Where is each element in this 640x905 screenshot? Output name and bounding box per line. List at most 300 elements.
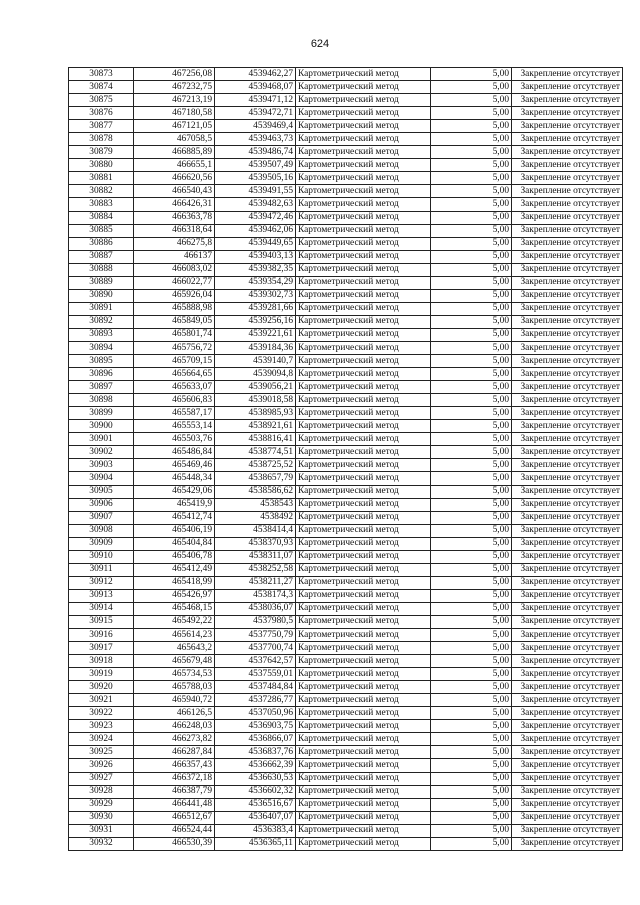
point-number-cell: 30882	[69, 185, 134, 198]
x-coordinate-cell: 466885,89	[134, 146, 215, 159]
method-cell: Картометрический метод	[296, 668, 431, 681]
method-cell: Картометрический метод	[296, 720, 431, 733]
point-number-cell: 30906	[69, 498, 134, 511]
x-coordinate-cell: 466387,79	[134, 785, 215, 798]
precision-cell: 5,00	[431, 394, 512, 407]
y-coordinate-cell: 4537642,57	[215, 655, 296, 668]
point-number-cell: 30889	[69, 276, 134, 289]
precision-cell: 5,00	[431, 550, 512, 563]
fixation-cell: Закрепление отсутствует	[512, 68, 623, 81]
x-coordinate-cell: 465940,72	[134, 694, 215, 707]
precision-cell: 5,00	[431, 668, 512, 681]
y-coordinate-cell: 4536837,76	[215, 746, 296, 759]
fixation-cell: Закрепление отсутствует	[512, 355, 623, 368]
y-coordinate-cell: 4539449,65	[215, 237, 296, 250]
y-coordinate-cell: 4539486,74	[215, 146, 296, 159]
table-row	[69, 224, 623, 237]
point-number-cell: 30909	[69, 537, 134, 550]
table-row	[69, 798, 623, 811]
precision-cell: 5,00	[431, 381, 512, 394]
table-row	[69, 81, 623, 94]
table-row	[69, 694, 623, 707]
y-coordinate-cell: 4538985,93	[215, 407, 296, 420]
method-cell: Картометрический метод	[296, 733, 431, 746]
y-coordinate-cell: 4536516,67	[215, 798, 296, 811]
table-row	[69, 328, 623, 341]
precision-cell: 5,00	[431, 185, 512, 198]
fixation-cell: Закрепление отсутствует	[512, 550, 623, 563]
x-coordinate-cell: 466248,03	[134, 720, 215, 733]
table-row	[69, 746, 623, 759]
y-coordinate-cell: 4537980,5	[215, 615, 296, 628]
x-coordinate-cell: 467058,5	[134, 133, 215, 146]
table-row	[69, 263, 623, 276]
x-coordinate-cell: 465664,65	[134, 368, 215, 381]
x-coordinate-cell: 466372,18	[134, 772, 215, 785]
precision-cell: 5,00	[431, 629, 512, 642]
precision-cell: 5,00	[431, 811, 512, 824]
fixation-cell: Закрепление отсутствует	[512, 185, 623, 198]
precision-cell: 5,00	[431, 276, 512, 289]
point-number-cell: 30898	[69, 394, 134, 407]
y-coordinate-cell: 4538211,27	[215, 576, 296, 589]
y-coordinate-cell: 4538921,61	[215, 420, 296, 433]
table-row	[69, 355, 623, 368]
precision-cell: 5,00	[431, 681, 512, 694]
point-number-cell: 30928	[69, 785, 134, 798]
x-coordinate-cell: 465587,17	[134, 407, 215, 420]
method-cell: Картометрический метод	[296, 629, 431, 642]
fixation-cell: Закрепление отсутствует	[512, 837, 623, 850]
table-row	[69, 146, 623, 159]
table-row	[69, 433, 623, 446]
fixation-cell: Закрепление отсутствует	[512, 485, 623, 498]
method-cell: Картометрический метод	[296, 576, 431, 589]
precision-cell: 5,00	[431, 250, 512, 263]
y-coordinate-cell: 4537050,96	[215, 707, 296, 720]
method-cell: Картометрический метод	[296, 224, 431, 237]
point-number-cell: 30901	[69, 433, 134, 446]
method-cell: Картометрический метод	[296, 446, 431, 459]
fixation-cell: Закрепление отсутствует	[512, 146, 623, 159]
point-number-cell: 30910	[69, 550, 134, 563]
y-coordinate-cell: 4539403,13	[215, 250, 296, 263]
point-number-cell: 30887	[69, 250, 134, 263]
fixation-cell: Закрепление отсутствует	[512, 107, 623, 120]
method-cell: Картометрический метод	[296, 81, 431, 94]
y-coordinate-cell: 4539472,71	[215, 107, 296, 120]
method-cell: Картометрический метод	[296, 420, 431, 433]
y-coordinate-cell: 4538492	[215, 511, 296, 524]
precision-cell: 5,00	[431, 133, 512, 146]
fixation-cell: Закрепление отсутствует	[512, 668, 623, 681]
fixation-cell: Закрепление отсутствует	[512, 759, 623, 772]
y-coordinate-cell: 4539482,63	[215, 198, 296, 211]
x-coordinate-cell: 467121,05	[134, 120, 215, 133]
method-cell: Картометрический метод	[296, 315, 431, 328]
x-coordinate-cell: 465419,9	[134, 498, 215, 511]
fixation-cell: Закрепление отсутствует	[512, 642, 623, 655]
x-coordinate-cell: 465448,34	[134, 472, 215, 485]
point-number-cell: 30908	[69, 524, 134, 537]
y-coordinate-cell: 4536630,53	[215, 772, 296, 785]
table-row	[69, 381, 623, 394]
x-coordinate-cell: 465492,22	[134, 615, 215, 628]
y-coordinate-cell: 4539469,4	[215, 120, 296, 133]
table-row	[69, 511, 623, 524]
fixation-cell: Закрепление отсутствует	[512, 198, 623, 211]
precision-cell: 5,00	[431, 498, 512, 511]
table-row	[69, 824, 623, 837]
fixation-cell: Закрепление отсутствует	[512, 237, 623, 250]
method-cell: Картометрический метод	[296, 394, 431, 407]
x-coordinate-cell: 466655,1	[134, 159, 215, 172]
fixation-cell: Закрепление отсутствует	[512, 629, 623, 642]
method-cell: Картометрический метод	[296, 681, 431, 694]
fixation-cell: Закрепление отсутствует	[512, 394, 623, 407]
method-cell: Картометрический метод	[296, 381, 431, 394]
x-coordinate-cell: 466273,82	[134, 733, 215, 746]
point-number-cell: 30888	[69, 263, 134, 276]
precision-cell: 5,00	[431, 224, 512, 237]
y-coordinate-cell: 4539491,55	[215, 185, 296, 198]
point-number-cell: 30877	[69, 120, 134, 133]
fixation-cell: Закрепление отсутствует	[512, 315, 623, 328]
point-number-cell: 30881	[69, 172, 134, 185]
point-number-cell: 30884	[69, 211, 134, 224]
fixation-cell: Закрепление отсутствует	[512, 655, 623, 668]
precision-cell: 5,00	[431, 433, 512, 446]
point-number-cell: 30917	[69, 642, 134, 655]
precision-cell: 5,00	[431, 537, 512, 550]
point-number-cell: 30930	[69, 811, 134, 824]
table-row	[69, 811, 623, 824]
method-cell: Картометрический метод	[296, 211, 431, 224]
coordinates-table	[68, 67, 623, 851]
method-cell: Картометрический метод	[296, 550, 431, 563]
point-number-cell: 30923	[69, 720, 134, 733]
point-number-cell: 30879	[69, 146, 134, 159]
point-number-cell: 30924	[69, 733, 134, 746]
method-cell: Картометрический метод	[296, 524, 431, 537]
point-number-cell: 30890	[69, 289, 134, 302]
point-number-cell: 30886	[69, 237, 134, 250]
x-coordinate-cell: 466357,43	[134, 759, 215, 772]
point-number-cell: 30893	[69, 328, 134, 341]
x-coordinate-cell: 465406,78	[134, 550, 215, 563]
precision-cell: 5,00	[431, 172, 512, 185]
x-coordinate-cell: 465679,48	[134, 655, 215, 668]
method-cell: Картометрический метод	[296, 746, 431, 759]
y-coordinate-cell: 4538311,07	[215, 550, 296, 563]
x-coordinate-cell: 465429,06	[134, 485, 215, 498]
method-cell: Картометрический метод	[296, 276, 431, 289]
y-coordinate-cell: 4537559,01	[215, 668, 296, 681]
x-coordinate-cell: 466620,56	[134, 172, 215, 185]
table-row	[69, 315, 623, 328]
fixation-cell: Закрепление отсутствует	[512, 224, 623, 237]
precision-cell: 5,00	[431, 68, 512, 81]
x-coordinate-cell: 465709,15	[134, 355, 215, 368]
x-coordinate-cell: 465643,2	[134, 642, 215, 655]
point-number-cell: 30918	[69, 655, 134, 668]
precision-cell: 5,00	[431, 785, 512, 798]
precision-cell: 5,00	[431, 289, 512, 302]
y-coordinate-cell: 4537484,84	[215, 681, 296, 694]
y-coordinate-cell: 4539505,16	[215, 172, 296, 185]
fixation-cell: Закрепление отсутствует	[512, 576, 623, 589]
precision-cell: 5,00	[431, 459, 512, 472]
table-row	[69, 368, 623, 381]
precision-cell: 5,00	[431, 759, 512, 772]
point-number-cell: 30883	[69, 198, 134, 211]
method-cell: Картометрический метод	[296, 772, 431, 785]
point-number-cell: 30907	[69, 511, 134, 524]
x-coordinate-cell: 465412,49	[134, 563, 215, 576]
fixation-cell: Закрепление отсутствует	[512, 602, 623, 615]
x-coordinate-cell: 465756,72	[134, 341, 215, 354]
fixation-cell: Закрепление отсутствует	[512, 733, 623, 746]
table-row	[69, 289, 623, 302]
point-number-cell: 30922	[69, 707, 134, 720]
table-row	[69, 107, 623, 120]
fixation-cell: Закрепление отсутствует	[512, 537, 623, 550]
y-coordinate-cell: 4539094,8	[215, 368, 296, 381]
y-coordinate-cell: 4539471,12	[215, 94, 296, 107]
y-coordinate-cell: 4539507,49	[215, 159, 296, 172]
point-number-cell: 30925	[69, 746, 134, 759]
precision-cell: 5,00	[431, 615, 512, 628]
method-cell: Картометрический метод	[296, 185, 431, 198]
precision-cell: 5,00	[431, 407, 512, 420]
method-cell: Картометрический метод	[296, 198, 431, 211]
precision-cell: 5,00	[431, 302, 512, 315]
x-coordinate-cell: 466083,02	[134, 263, 215, 276]
table-row	[69, 446, 623, 459]
table-row	[69, 485, 623, 498]
table-row	[69, 276, 623, 289]
table-row	[69, 172, 623, 185]
y-coordinate-cell: 4536602,32	[215, 785, 296, 798]
y-coordinate-cell: 4538174,3	[215, 589, 296, 602]
point-number-cell: 30892	[69, 315, 134, 328]
point-number-cell: 30904	[69, 472, 134, 485]
fixation-cell: Закрепление отсутствует	[512, 420, 623, 433]
method-cell: Картометрический метод	[296, 459, 431, 472]
fixation-cell: Закрепление отсутствует	[512, 694, 623, 707]
y-coordinate-cell: 4536365,11	[215, 837, 296, 850]
fixation-cell: Закрепление отсутствует	[512, 824, 623, 837]
fixation-cell: Закрепление отсутствует	[512, 746, 623, 759]
method-cell: Картометрический метод	[296, 837, 431, 850]
x-coordinate-cell: 466137	[134, 250, 215, 263]
point-number-cell: 30895	[69, 355, 134, 368]
precision-cell: 5,00	[431, 720, 512, 733]
x-coordinate-cell: 467180,58	[134, 107, 215, 120]
method-cell: Картометрический метод	[296, 642, 431, 655]
fixation-cell: Закрепление отсутствует	[512, 407, 623, 420]
method-cell: Картометрический метод	[296, 289, 431, 302]
precision-cell: 5,00	[431, 198, 512, 211]
method-cell: Картометрический метод	[296, 302, 431, 315]
precision-cell: 5,00	[431, 733, 512, 746]
y-coordinate-cell: 4539302,73	[215, 289, 296, 302]
table-row	[69, 720, 623, 733]
x-coordinate-cell: 465614,23	[134, 629, 215, 642]
point-number-cell: 30932	[69, 837, 134, 850]
table-row	[69, 459, 623, 472]
precision-cell: 5,00	[431, 694, 512, 707]
point-number-cell: 30916	[69, 629, 134, 642]
method-cell: Картометрический метод	[296, 694, 431, 707]
table-row	[69, 94, 623, 107]
fixation-cell: Закрепление отсутствует	[512, 511, 623, 524]
fixation-cell: Закрепление отсутствует	[512, 81, 623, 94]
point-number-cell: 30873	[69, 68, 134, 81]
x-coordinate-cell: 466524,44	[134, 824, 215, 837]
point-number-cell: 30880	[69, 159, 134, 172]
x-coordinate-cell: 466126,5	[134, 707, 215, 720]
fixation-cell: Закрепление отсутствует	[512, 368, 623, 381]
point-number-cell: 30927	[69, 772, 134, 785]
method-cell: Картометрический метод	[296, 798, 431, 811]
method-cell: Картометрический метод	[296, 537, 431, 550]
table-row	[69, 524, 623, 537]
table-row	[69, 120, 623, 133]
method-cell: Картометрический метод	[296, 824, 431, 837]
point-number-cell: 30915	[69, 615, 134, 628]
y-coordinate-cell: 4538725,52	[215, 459, 296, 472]
point-number-cell: 30903	[69, 459, 134, 472]
point-number-cell: 30891	[69, 302, 134, 315]
x-coordinate-cell: 467213,19	[134, 94, 215, 107]
fixation-cell: Закрепление отсутствует	[512, 589, 623, 602]
precision-cell: 5,00	[431, 485, 512, 498]
fixation-cell: Закрепление отсутствует	[512, 172, 623, 185]
y-coordinate-cell: 4538774,51	[215, 446, 296, 459]
precision-cell: 5,00	[431, 211, 512, 224]
table-row	[69, 420, 623, 433]
y-coordinate-cell: 4539056,21	[215, 381, 296, 394]
fixation-cell: Закрепление отсутствует	[512, 211, 623, 224]
method-cell: Картометрический метод	[296, 368, 431, 381]
x-coordinate-cell: 466540,43	[134, 185, 215, 198]
y-coordinate-cell: 4536383,4	[215, 824, 296, 837]
table-row	[69, 733, 623, 746]
precision-cell: 5,00	[431, 81, 512, 94]
method-cell: Картометрический метод	[296, 472, 431, 485]
precision-cell: 5,00	[431, 120, 512, 133]
table-row	[69, 563, 623, 576]
fixation-cell: Закрепление отсутствует	[512, 707, 623, 720]
y-coordinate-cell: 4539256,16	[215, 315, 296, 328]
y-coordinate-cell: 4539462,06	[215, 224, 296, 237]
method-cell: Картометрический метод	[296, 655, 431, 668]
y-coordinate-cell: 4538657,79	[215, 472, 296, 485]
precision-cell: 5,00	[431, 563, 512, 576]
method-cell: Картометрический метод	[296, 172, 431, 185]
point-number-cell: 30920	[69, 681, 134, 694]
precision-cell: 5,00	[431, 576, 512, 589]
point-number-cell: 30902	[69, 446, 134, 459]
precision-cell: 5,00	[431, 824, 512, 837]
method-cell: Картометрический метод	[296, 602, 431, 615]
y-coordinate-cell: 4538414,4	[215, 524, 296, 537]
method-cell: Картометрический метод	[296, 785, 431, 798]
point-number-cell: 30875	[69, 94, 134, 107]
precision-cell: 5,00	[431, 328, 512, 341]
precision-cell: 5,00	[431, 746, 512, 759]
table-row	[69, 668, 623, 681]
y-coordinate-cell: 4538586,62	[215, 485, 296, 498]
point-number-cell: 30897	[69, 381, 134, 394]
point-number-cell: 30911	[69, 563, 134, 576]
x-coordinate-cell: 465404,84	[134, 537, 215, 550]
x-coordinate-cell: 465801,74	[134, 328, 215, 341]
precision-cell: 5,00	[431, 837, 512, 850]
precision-cell: 5,00	[431, 315, 512, 328]
table-row	[69, 629, 623, 642]
point-number-cell: 30899	[69, 407, 134, 420]
precision-cell: 5,00	[431, 642, 512, 655]
x-coordinate-cell: 465849,05	[134, 315, 215, 328]
method-cell: Картометрический метод	[296, 328, 431, 341]
table-row	[69, 407, 623, 420]
table-row	[69, 759, 623, 772]
table-row	[69, 498, 623, 511]
x-coordinate-cell: 467232,75	[134, 81, 215, 94]
point-number-cell: 30885	[69, 224, 134, 237]
method-cell: Картометрический метод	[296, 498, 431, 511]
point-number-cell: 30905	[69, 485, 134, 498]
fixation-cell: Закрепление отсутствует	[512, 498, 623, 511]
precision-cell: 5,00	[431, 707, 512, 720]
coordinates-table-body	[69, 68, 623, 851]
table-row	[69, 576, 623, 589]
point-number-cell: 30876	[69, 107, 134, 120]
precision-cell: 5,00	[431, 446, 512, 459]
y-coordinate-cell: 4537750,79	[215, 629, 296, 642]
method-cell: Картометрический метод	[296, 159, 431, 172]
fixation-cell: Закрепление отсутствует	[512, 120, 623, 133]
method-cell: Картометрический метод	[296, 94, 431, 107]
precision-cell: 5,00	[431, 237, 512, 250]
method-cell: Картометрический метод	[296, 237, 431, 250]
table-row	[69, 537, 623, 550]
x-coordinate-cell: 465412,74	[134, 511, 215, 524]
x-coordinate-cell: 467256,08	[134, 68, 215, 81]
method-cell: Картометрический метод	[296, 341, 431, 354]
method-cell: Картометрический метод	[296, 133, 431, 146]
method-cell: Картометрический метод	[296, 811, 431, 824]
point-number-cell: 30878	[69, 133, 134, 146]
precision-cell: 5,00	[431, 146, 512, 159]
fixation-cell: Закрепление отсутствует	[512, 289, 623, 302]
y-coordinate-cell: 4539462,27	[215, 68, 296, 81]
precision-cell: 5,00	[431, 159, 512, 172]
x-coordinate-cell: 466363,78	[134, 211, 215, 224]
table-row	[69, 602, 623, 615]
y-coordinate-cell: 4537286,77	[215, 694, 296, 707]
x-coordinate-cell: 465486,84	[134, 446, 215, 459]
point-number-cell: 30929	[69, 798, 134, 811]
x-coordinate-cell: 466287,84	[134, 746, 215, 759]
precision-cell: 5,00	[431, 602, 512, 615]
point-number-cell: 30926	[69, 759, 134, 772]
fixation-cell: Закрепление отсутствует	[512, 159, 623, 172]
x-coordinate-cell: 465426,97	[134, 589, 215, 602]
precision-cell: 5,00	[431, 798, 512, 811]
